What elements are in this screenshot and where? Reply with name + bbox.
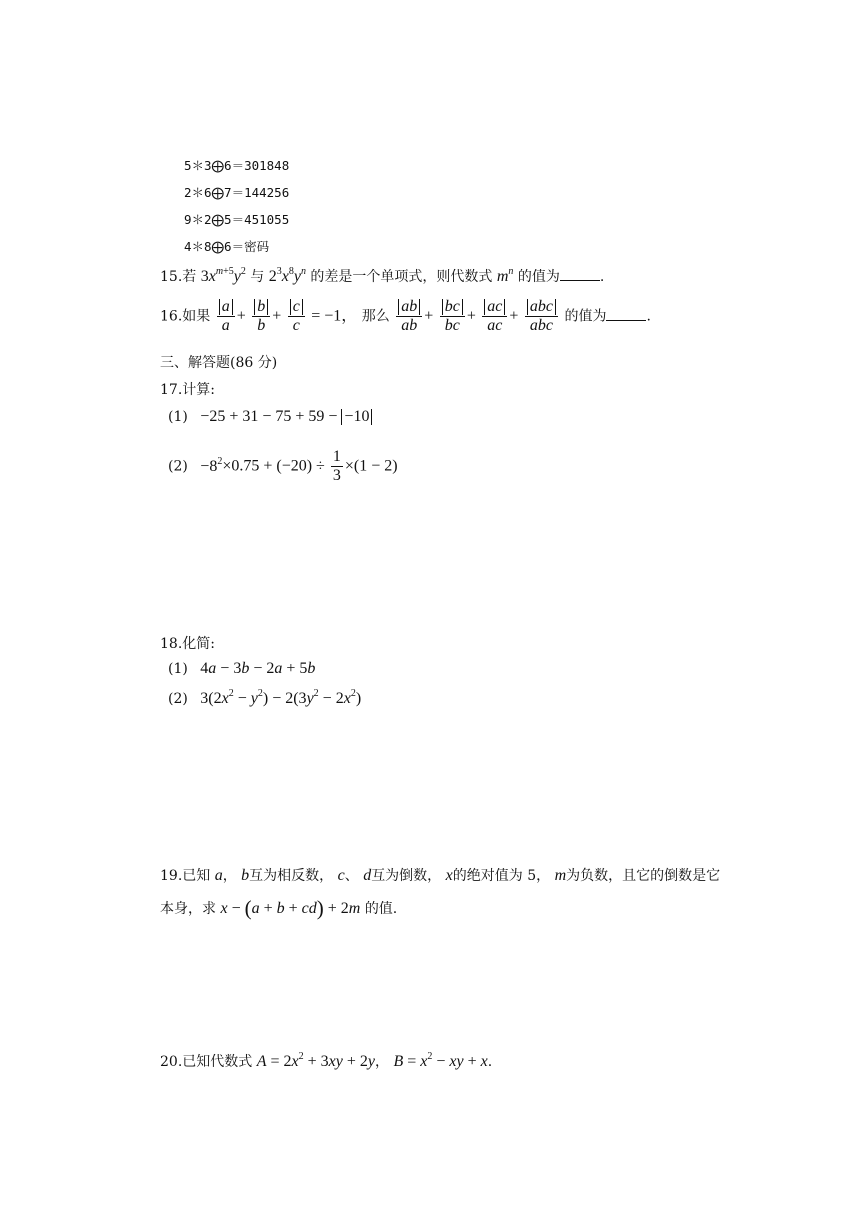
puzzle-line: 5＊3⨁6＝301848 (184, 158, 290, 173)
question-16: 16.如果 $\frac{a}{a}$ + $\frac{b}{b}$ + $\frac{c}{c}$ = −1， 那么 $\frac{ab}{ab}$ + $\frac{bc}{bc}$ + $\frac{ac}{ac}$ + $\frac{\text{abc}}{\text{abc}}$ 的值为 . (160, 298, 651, 334)
answer-blank[interactable] (606, 308, 646, 321)
question-18-title: 18.化简: (160, 636, 215, 652)
question-17-part-2: $(2) -8^2\times 0.75 + (-20)$ ÷ $\frac{1}{3}$ ×(1 − 2) (168, 448, 398, 484)
math-term: $2^3x^8y^n$ (268, 266, 306, 285)
question-20: 20.已知代数式 $A = 2x^2 + 3xy + 2y$， $B = x^2$ − xy + x. (160, 1051, 493, 1070)
math-expression: 4a − 3b − 2a + 5b (200, 660, 316, 677)
part-label: (2) (168, 691, 188, 707)
part-label: (1) (168, 409, 188, 425)
math-term: $m^n$ (496, 266, 514, 285)
fraction: $\frac{ac}{ac}$ (482, 298, 507, 335)
question-17-part-1: (1) −25 + 31 − 75 + 59 − −10 (168, 408, 372, 426)
section-heading: 三、解答题(86 分) (160, 355, 278, 371)
fraction: $\frac{bc}{bc}$ (440, 298, 465, 335)
question-18-part-1 (168, 660, 315, 678)
answer-blank[interactable] (560, 268, 600, 281)
fraction: $\frac{a}{a}$ (217, 298, 235, 335)
part-label: (1) (168, 661, 188, 677)
math-expression: $B = x^2$ − xy + x (393, 1051, 488, 1070)
math-term: $3x^{m+5}y^2$ (200, 266, 246, 285)
question-19-line-1: 19.已知 a， b互为相反数， c、 d互为倒数， x的绝对值为 5， m为负数，且它的倒数是它 (160, 867, 721, 884)
question-number: 16. (160, 308, 183, 325)
fraction: $\frac{\text{abc}}{\text{abc}}$ (525, 298, 558, 335)
fraction: $\frac{b}{b}$ (252, 298, 270, 335)
absolute-value: −10 (341, 409, 372, 425)
fraction: $\frac{c}{c}$ (288, 298, 305, 335)
question-18-part-2 (168, 690, 361, 708)
math-expression: x − (a + b + cd) + 2m (220, 896, 361, 920)
math-expression: $3(2x^2 - y^2) - 2(3y^2 - 2x^2)$ (200, 688, 362, 707)
puzzle-line: 4＊8⨁6＝密码 (184, 239, 270, 254)
puzzle-line: 2＊6⨁7＝144256 (184, 185, 290, 200)
fraction: $\frac{ab}{ab}$ (396, 298, 422, 335)
question-17-title: 17.计算: (160, 382, 215, 398)
math-expression: $A = 2x^2 + 3xy + 2y$ (256, 1051, 376, 1070)
fraction: $\frac{1}{3}$ (332, 448, 341, 484)
question-19-line-2: 本身，求 x − (a + b + cd) + 2m 的值. (160, 896, 398, 920)
question-number: 15. (160, 269, 183, 285)
question-15: 15.若 $3x^{m+5}y^2$ 与 $2^3x^8y^n$ 的差是一个单项式，则代数式 $m^n$ 的值为 . (160, 266, 605, 285)
puzzle-line: 9＊2⨁5＝451055 (184, 212, 290, 227)
math-term: $-8^2$ (200, 455, 223, 475)
part-label: (2) (168, 458, 188, 475)
